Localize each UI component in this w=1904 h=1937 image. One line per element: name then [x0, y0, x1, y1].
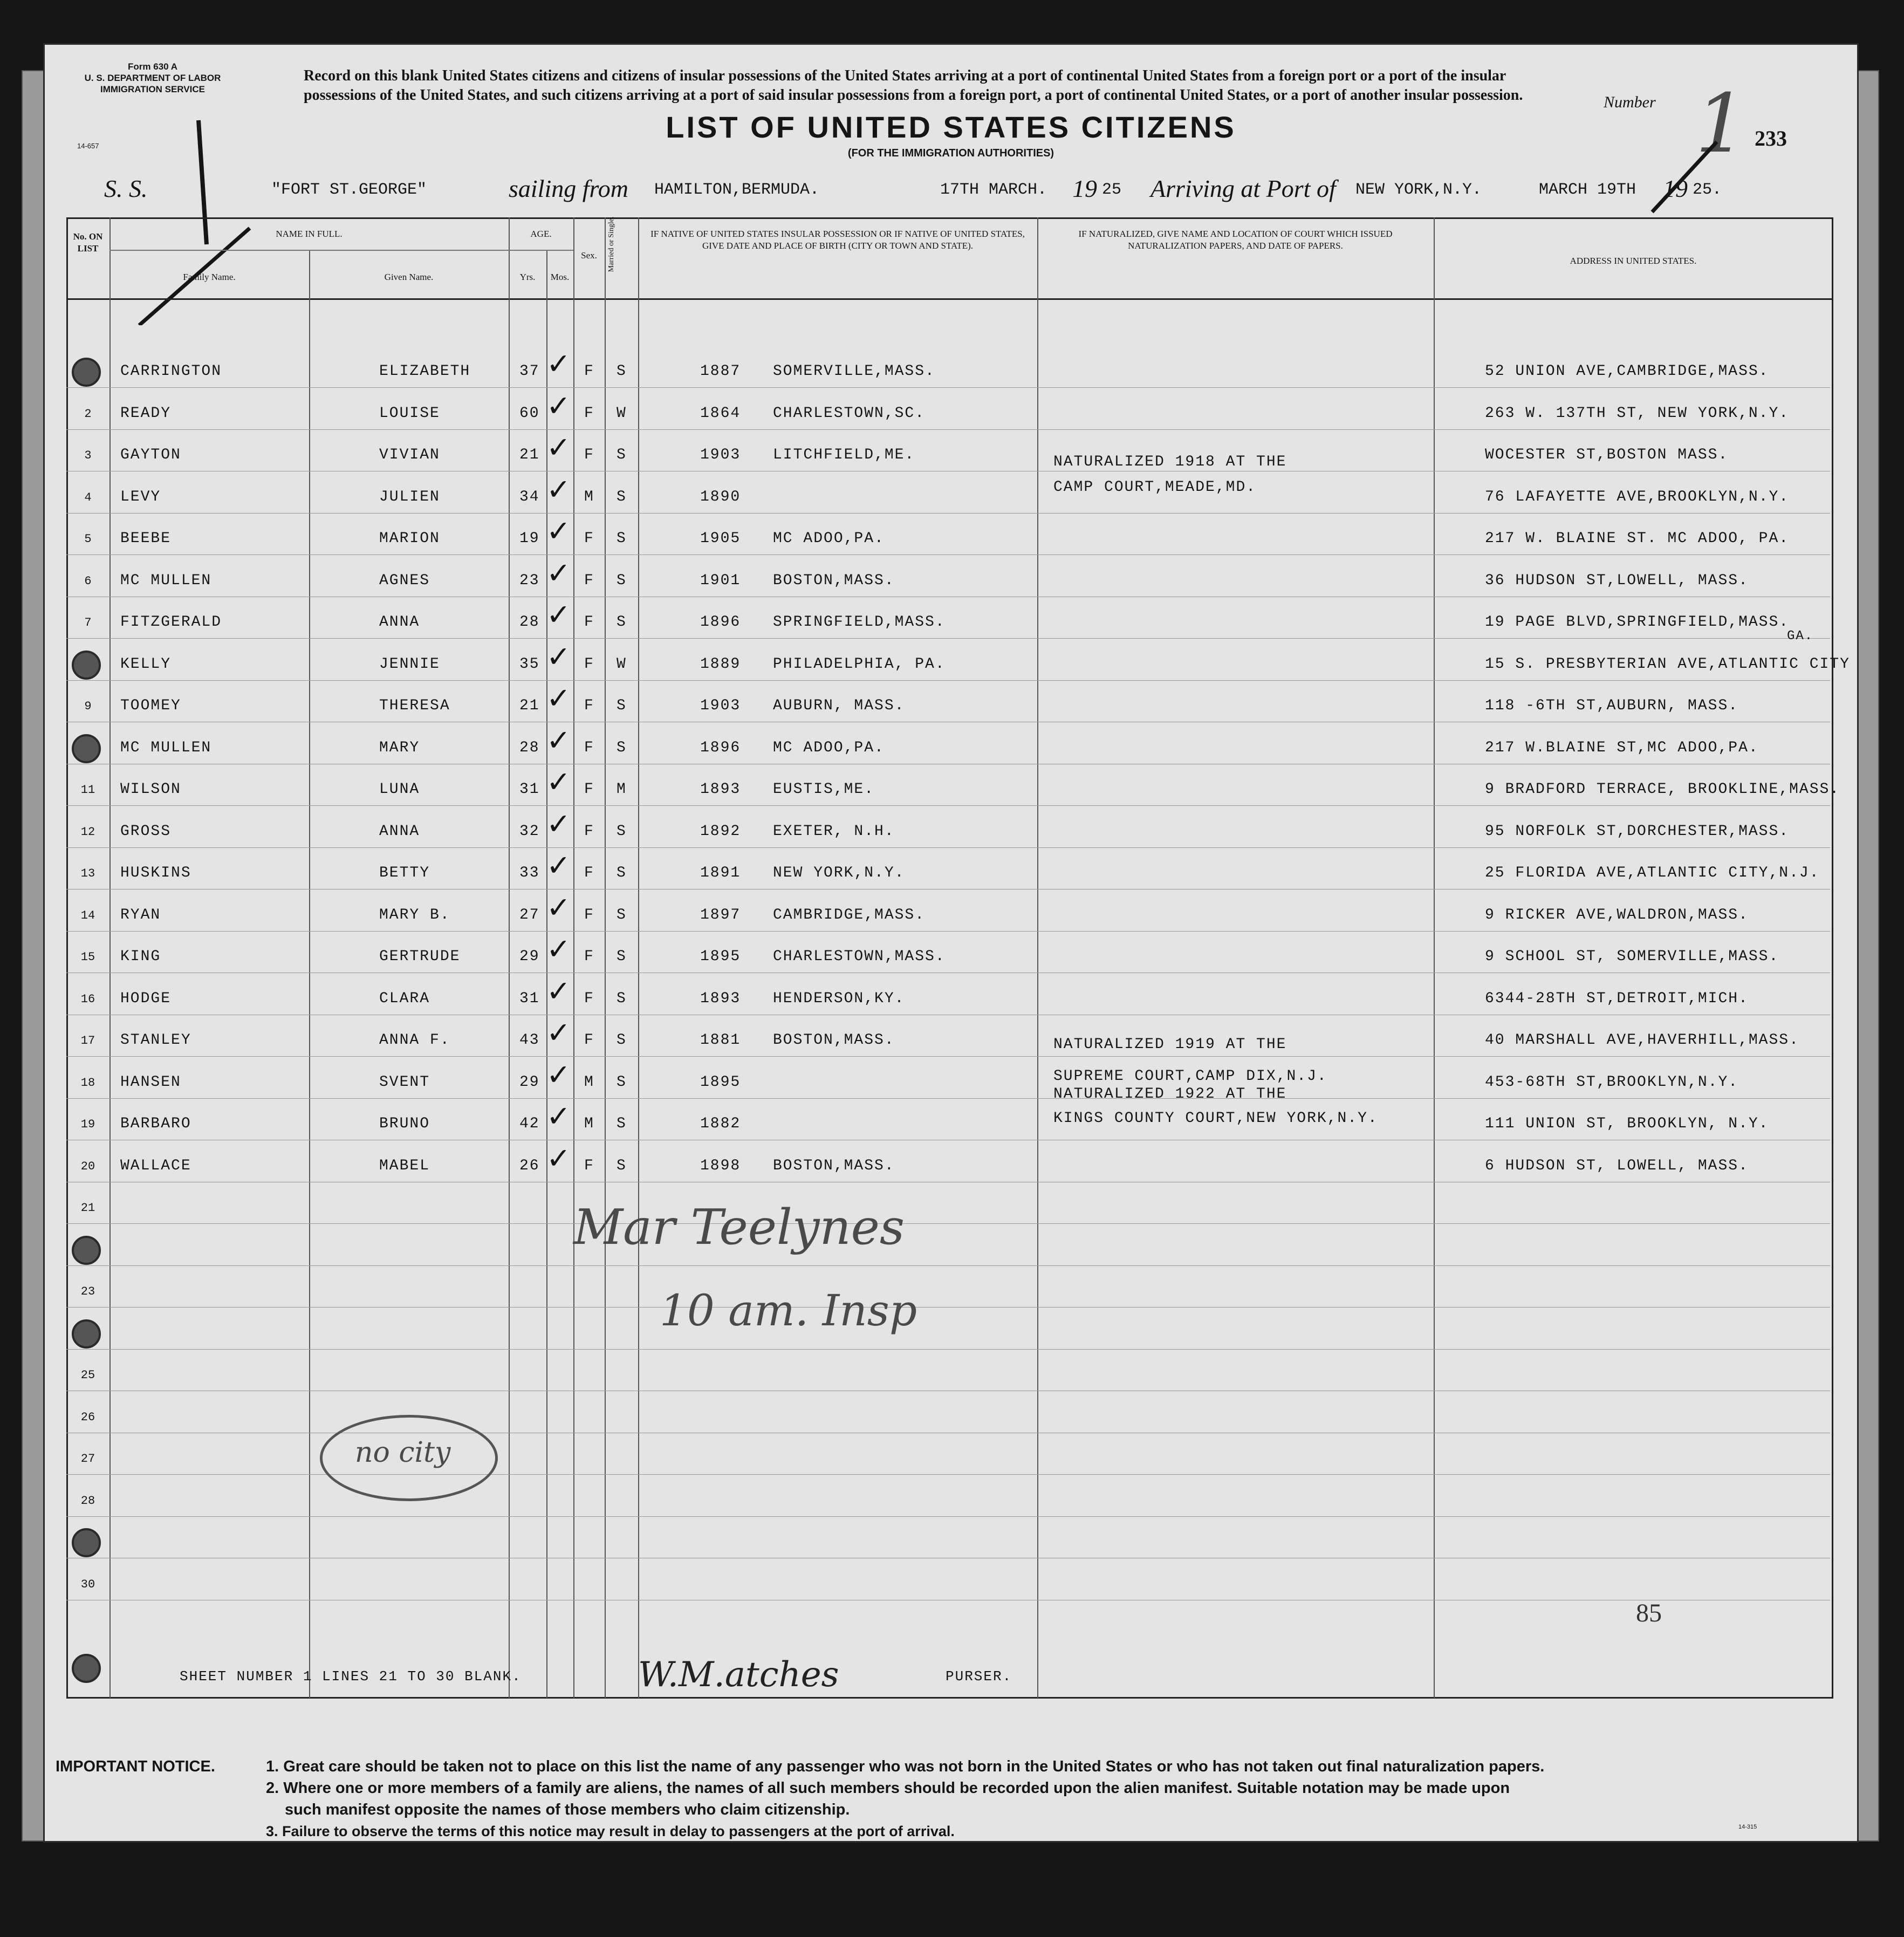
family-name: TOOMEY: [120, 697, 181, 714]
row-rule: [66, 931, 1830, 932]
row-number-blank: 21: [80, 1201, 95, 1215]
sex: F: [584, 739, 594, 756]
age-years: 27: [519, 906, 540, 923]
marital-status: S: [617, 948, 627, 965]
row-rule: [66, 680, 1830, 681]
given-name: AGNES: [379, 572, 430, 589]
inspector-signature: Mar Teelynes: [573, 1199, 905, 1256]
col-line-ms: [638, 217, 639, 1698]
marital-status: S: [617, 739, 627, 756]
header-rule: [66, 298, 1833, 300]
row-number-blank: 23: [80, 1285, 95, 1298]
birth-year: 1889: [700, 655, 741, 673]
col-married-single: Married or Single.: [607, 216, 615, 272]
address: 52 UNION AVE,CAMBRIDGE,MASS.: [1485, 363, 1769, 380]
marital-status: W: [617, 405, 627, 422]
address: 118 -6TH ST,AUBURN, MASS.: [1485, 697, 1739, 714]
marital-status: W: [617, 655, 627, 673]
marital-status: S: [617, 990, 627, 1007]
notice-item-2a: 2. Where one or more members of a family are aliens, the names of all such members should be recorded upon the alien manifest. Suitable notation may be made upon: [266, 1779, 1510, 1797]
age-years: 43: [519, 1032, 540, 1049]
address: 6 HUDSON ST, LOWELL, MASS.: [1485, 1157, 1749, 1174]
sex: M: [584, 1115, 594, 1132]
sailing-from-label: sailing from: [509, 175, 628, 202]
birth-place: BOSTON,MASS.: [773, 572, 895, 589]
row-rule: [66, 387, 1830, 388]
birth-year: 1882: [700, 1115, 741, 1132]
port-from: HAMILTON,BERMUDA.: [654, 181, 820, 199]
col-line-nat: [1434, 217, 1435, 1698]
marital-status: S: [617, 1115, 627, 1132]
service: IMMIGRATION SERVICE: [100, 84, 205, 94]
family-name: BARBARO: [120, 1115, 191, 1132]
row-number-blank: 27: [80, 1452, 95, 1466]
check-mark: ✓: [546, 681, 571, 715]
punch-hole: [72, 1528, 101, 1557]
birth-place: BOSTON,MASS.: [773, 1032, 895, 1049]
check-mark: ✓: [546, 1016, 571, 1050]
given-name: BETTY: [379, 865, 430, 881]
year-to: 25.: [1693, 181, 1722, 199]
family-name: RYAN: [120, 906, 161, 923]
age-years: 32: [519, 823, 540, 840]
check-mark: ✓: [546, 1099, 571, 1133]
address: 9 RICKER AVE,WALDRON,MASS.: [1485, 906, 1749, 923]
given-name: MARION: [379, 530, 440, 547]
check-mark: ✓: [546, 1141, 571, 1175]
ship-name: "FORT ST.GEORGE": [271, 181, 427, 199]
row-rule: [66, 805, 1830, 806]
age-years: 33: [519, 865, 540, 881]
pen-stroke-right-diag: [1652, 142, 1717, 212]
given-name: JULIEN: [379, 488, 440, 505]
check-mark: ✓: [546, 388, 571, 423]
sex: F: [584, 655, 594, 673]
birth-year: 1905: [700, 530, 741, 547]
check-mark: ✓: [546, 890, 571, 925]
row-number: 20: [80, 1159, 95, 1173]
birth-year: 1897: [700, 906, 741, 923]
given-name: MARY B.: [379, 906, 450, 923]
col-line-no: [109, 217, 111, 1698]
check-mark: ✓: [546, 514, 571, 548]
sex: F: [584, 697, 594, 714]
given-name: VIVIAN: [379, 447, 440, 463]
sex: F: [584, 906, 594, 923]
row-number: 14: [80, 908, 95, 922]
row-rule: [66, 1223, 1830, 1224]
birth-year: 1896: [700, 739, 741, 756]
col-line-sex: [605, 217, 606, 1698]
punch-hole: [72, 1236, 101, 1265]
birth-place: CHARLESTOWN,SC.: [773, 405, 926, 422]
nat-note-barbaro-1: NATURALIZED 1922 AT THE: [1053, 1086, 1287, 1103]
sex: F: [584, 1032, 594, 1049]
check-mark: ✓: [546, 347, 571, 381]
date-to: MARCH 19TH: [1539, 181, 1636, 199]
family-name: FITZGERALD: [120, 614, 222, 631]
row-number: 9: [84, 700, 92, 713]
col-family-name: Family Name.: [183, 272, 236, 282]
row-number: 6: [84, 574, 92, 588]
page-number: 233: [1755, 126, 1787, 150]
sex: F: [584, 990, 594, 1007]
marital-status: S: [617, 614, 627, 631]
birth-year: 1887: [700, 363, 741, 380]
notice-item-1: 1. Great care should be taken not to place on this list the name of any passenger who was not born in the United States or who has not taken out final naturalization papers.: [266, 1758, 1545, 1775]
birth-year: 1896: [700, 614, 741, 631]
age-years: 34: [519, 488, 540, 505]
birth-place: CAMBRIDGE,MASS.: [773, 906, 926, 923]
marital-status: S: [617, 572, 627, 589]
birth-year: 1893: [700, 990, 741, 1007]
given-name: ANNA: [379, 823, 420, 840]
family-name: HANSEN: [120, 1073, 181, 1091]
birth-place: SOMERVILLE,MASS.: [773, 363, 935, 380]
birth-year: 1893: [700, 781, 741, 798]
punch-hole: [72, 358, 101, 387]
row-rule: [66, 1516, 1830, 1517]
row-number-blank: 25: [80, 1368, 95, 1382]
family-name: WALLACE: [120, 1157, 191, 1174]
birth-place: LITCHFIELD,ME.: [773, 447, 915, 463]
row-rule: [66, 1307, 1830, 1308]
age-years: 60: [519, 405, 540, 422]
sex: F: [584, 781, 594, 798]
col-yrs: Yrs.: [519, 272, 536, 282]
row-number: 3: [84, 449, 92, 462]
birth-place: EXETER, N.H.: [773, 823, 895, 840]
address: 453-68TH ST,BROOKLYN,N.Y.: [1485, 1073, 1739, 1091]
sex: F: [584, 405, 594, 422]
address: 217 W.BLAINE ST,MC ADOO,PA.: [1485, 739, 1759, 756]
marital-status: S: [617, 488, 627, 505]
form-number: Form 630 A: [128, 61, 177, 72]
address: 9 SCHOOL ST, SOMERVILLE,MASS.: [1485, 948, 1779, 965]
age-years: 23: [519, 572, 540, 589]
instructions: Record on this blank United States citizens and citizens of insular possessions of the United States arriving at a port of continental United States from a foreign port or a port of the insular possessions of the United States, and such citizens arriving at a port of said insular possessions from a foreign port, a port of continental United States, or a port of another insular possession.: [304, 67, 1523, 104]
number-label: Number: [1604, 93, 1656, 111]
marital-status: M: [617, 781, 627, 798]
family-name: GAYTON: [120, 447, 181, 463]
row-number: 13: [80, 867, 95, 880]
address: 263 W. 137TH ST, NEW YORK,N.Y.: [1485, 405, 1790, 422]
check-mark: ✓: [546, 472, 571, 507]
address: 217 W. BLAINE ST. MC ADOO, PA.: [1485, 530, 1790, 547]
given-name: LUNA: [379, 781, 420, 798]
check-mark: ✓: [546, 556, 571, 590]
marital-status: S: [617, 447, 627, 463]
row-number: 12: [80, 825, 95, 839]
address: 15 S. PRESBYTERIAN AVE,ATLANTIC CITY: [1485, 655, 1850, 673]
birth-place: HENDERSON,KY.: [773, 990, 905, 1007]
row-rule: [66, 1098, 1830, 1099]
nat-note-barbaro-2: KINGS COUNTY COURT,NEW YORK,N.Y.: [1053, 1110, 1378, 1127]
birth-year: 1891: [700, 865, 741, 881]
age-years: 29: [519, 948, 540, 965]
col-no: No. ON LIST: [73, 231, 103, 254]
row-number-blank: 28: [80, 1494, 95, 1508]
stamp-number: 85: [1636, 1599, 1662, 1627]
birth-place: EUSTIS,ME.: [773, 781, 875, 798]
birth-year: 1901: [700, 572, 741, 589]
col-naturalized: IF NATURALIZED, GIVE NAME AND LOCATION OF COURT WHICH ISSUED NATURALIZATION PAPERS, AND DATE OF PAPERS.: [1078, 229, 1393, 251]
family-name: MC MULLEN: [120, 739, 212, 756]
col-line-mos: [573, 217, 574, 1698]
given-name: ELIZABETH: [379, 363, 471, 380]
year-prefix-to: 19: [1663, 175, 1688, 202]
check-mark: ✓: [546, 974, 571, 1008]
age-years: 42: [519, 1115, 540, 1132]
birth-place: BOSTON,MASS.: [773, 1157, 895, 1174]
sex: F: [584, 614, 594, 631]
print-code: 14-315: [1738, 1824, 1757, 1830]
manifest-page: [43, 43, 1859, 1843]
check-mark: ✓: [546, 806, 571, 841]
given-name: THERESA: [379, 697, 450, 714]
department: U. S. DEPARTMENT OF LABOR: [84, 73, 221, 83]
nat-note-hansen-2: SUPREME COURT,CAMP DIX,N.J.: [1053, 1068, 1327, 1085]
birth-place: CHARLESTOWN,MASS.: [773, 948, 946, 965]
check-mark: ✓: [546, 598, 571, 632]
notice-item-3: 3. Failure to observe the terms of this notice may result in delay to passengers at the port of arrival.: [266, 1823, 955, 1839]
name-subrule: [109, 250, 509, 251]
date-from: 17TH MARCH.: [940, 181, 1047, 199]
col-age: AGE.: [530, 229, 552, 239]
age-years: 21: [519, 447, 540, 463]
given-name: ANNA: [379, 614, 420, 631]
family-name: READY: [120, 405, 172, 422]
number-value: 1: [1695, 77, 1747, 171]
row-number-blank: 30: [80, 1577, 95, 1591]
birth-year: 1898: [700, 1157, 741, 1174]
family-name: KING: [120, 948, 161, 965]
year-from: 25: [1102, 181, 1122, 199]
row-number: 2: [84, 407, 92, 421]
given-name: JENNIE: [379, 655, 440, 673]
arriving-label: Arriving at Port of: [1150, 175, 1336, 202]
row-number: 15: [80, 950, 95, 964]
row-number: 7: [84, 616, 92, 629]
row-number: 4: [84, 490, 92, 504]
sex: F: [584, 948, 594, 965]
birth-place: SPRINGFIELD,MASS.: [773, 614, 946, 631]
marital-status: S: [617, 865, 627, 881]
family-name: HUSKINS: [120, 865, 191, 881]
ss-label: S. S.: [104, 175, 148, 202]
page-title: LIST OF UNITED STATES CITIZENS: [666, 110, 1236, 144]
marital-status: S: [617, 363, 627, 380]
age-subrule: [509, 250, 573, 251]
year-prefix-from: 19: [1072, 175, 1097, 202]
birth-place: NEW YORK,N.Y.: [773, 865, 905, 881]
age-years: 21: [519, 697, 540, 714]
col-line-family: [309, 250, 310, 1698]
punch-hole: [72, 1654, 101, 1683]
marital-status: S: [617, 1073, 627, 1091]
col-name-in-full: NAME IN FULL.: [276, 229, 343, 239]
row-rule: [66, 638, 1830, 639]
sex: F: [584, 447, 594, 463]
form-code: 14-657: [77, 142, 99, 150]
address: 76 LAFAYETTE AVE,BROOKLYN,N.Y.: [1485, 488, 1790, 505]
given-name: MARY: [379, 739, 420, 756]
family-name: HODGE: [120, 990, 172, 1007]
given-name: SVENT: [379, 1073, 430, 1091]
row-rule: [66, 429, 1830, 430]
birth-place: MC ADOO,PA.: [773, 739, 885, 756]
address: 111 UNION ST, BROOKLYN, N.Y.: [1485, 1115, 1769, 1132]
family-name: BEEBE: [120, 530, 172, 547]
row-rule: [66, 1056, 1830, 1057]
row-rule: [66, 1265, 1830, 1266]
sex: M: [584, 1073, 594, 1091]
marital-status: S: [617, 823, 627, 840]
address: 36 HUDSON ST,LOWELL, MASS.: [1485, 572, 1749, 589]
row-rule: [66, 1349, 1830, 1350]
family-name: GROSS: [120, 823, 172, 840]
row-number-blank: 26: [80, 1410, 95, 1424]
row-number: 18: [80, 1076, 95, 1090]
row-number: 5: [84, 532, 92, 546]
col-line-given: [509, 217, 510, 1698]
row-rule: [66, 847, 1830, 848]
notice-label: IMPORTANT NOTICE.: [56, 1758, 215, 1775]
given-name: GERTRUDE: [379, 948, 461, 965]
given-name: MABEL: [379, 1157, 430, 1174]
family-name: STANLEY: [120, 1032, 191, 1049]
col-address: ADDRESS IN UNITED STATES.: [1570, 256, 1697, 266]
col-line-native: [1037, 217, 1038, 1698]
col-mos: Mos.: [550, 272, 570, 282]
marital-status: S: [617, 1032, 627, 1049]
given-name: ANNA F.: [379, 1032, 450, 1049]
punch-hole: [72, 1319, 101, 1349]
age-years: 31: [519, 781, 540, 798]
birth-place: AUBURN, MASS.: [773, 697, 905, 714]
sex: F: [584, 530, 594, 547]
notice-item-2b: such manifest opposite the names of those members who claim citizenship.: [285, 1801, 850, 1818]
address: WOCESTER ST,BOSTON MASS.: [1485, 447, 1729, 463]
row-rule: [66, 513, 1830, 514]
birth-place: MC ADOO,PA.: [773, 530, 885, 547]
birth-year: 1903: [700, 697, 741, 714]
col-native: IF NATIVE OF UNITED STATES INSULAR POSSESSION OR IF NATIVE OF UNITED STATES, GIVE DATE AND PLACE OF BIRTH (CITY OR TOWN AND STATE).: [650, 229, 1025, 251]
check-mark: ✓: [546, 848, 571, 882]
address: 9 BRADFORD TERRACE, BROOKLINE,MASS.: [1485, 781, 1840, 798]
marital-status: S: [617, 1157, 627, 1174]
age-years: 19: [519, 530, 540, 547]
purser-label: PURSER.: [946, 1668, 1012, 1685]
check-mark: ✓: [546, 1057, 571, 1092]
punch-hole: [72, 651, 101, 680]
sex: F: [584, 865, 594, 881]
given-name: LOUISE: [379, 405, 440, 422]
inspector-time: 10 am. Insp: [660, 1285, 917, 1336]
check-mark: ✓: [546, 639, 571, 674]
check-mark: ✓: [546, 430, 571, 464]
check-mark: ✓: [546, 765, 571, 799]
given-name: CLARA: [379, 990, 430, 1007]
marital-status: S: [617, 530, 627, 547]
birth-year: 1881: [700, 1032, 741, 1049]
family-name: WILSON: [120, 781, 181, 798]
nat-note-hansen-1: NATURALIZED 1919 AT THE: [1053, 1036, 1287, 1053]
circled-note-text: no city: [355, 1436, 451, 1469]
birth-year: 1903: [700, 447, 741, 463]
birth-year: 1864: [700, 405, 741, 422]
sex: F: [584, 823, 594, 840]
check-mark: ✓: [546, 723, 571, 757]
birth-year: 1895: [700, 948, 741, 965]
birth-year: 1890: [700, 488, 741, 505]
sex: F: [584, 1157, 594, 1174]
age-years: 28: [519, 614, 540, 631]
age-years: 31: [519, 990, 540, 1007]
age-years: 29: [519, 1073, 540, 1091]
given-name: BRUNO: [379, 1115, 430, 1132]
sex: M: [584, 488, 594, 505]
nat-note-levy-1: NATURALIZED 1918 AT THE: [1053, 454, 1287, 470]
check-mark: ✓: [546, 932, 571, 966]
sheet-line: SHEET NUMBER 1 LINES 21 TO 30 BLANK.: [180, 1668, 522, 1685]
page-subtitle: (FOR THE IMMIGRATION AUTHORITIES): [847, 147, 1054, 159]
col-sex: Sex.: [581, 250, 597, 261]
sex: F: [584, 572, 594, 589]
address: 25 FLORIDA AVE,ATLANTIC CITY,N.J.: [1485, 865, 1820, 881]
marital-status: S: [617, 906, 627, 923]
address: 40 MARSHALL AVE,HAVERHILL,MASS.: [1485, 1032, 1799, 1049]
col-given-name: Given Name.: [384, 272, 434, 282]
row-number: 16: [80, 992, 95, 1006]
age-years: 26: [519, 1157, 540, 1174]
age-years: 37: [519, 363, 540, 380]
nat-note-levy-2: CAMP COURT,MEADE,MD.: [1053, 479, 1257, 496]
purser-signature: W.M.atches: [638, 1655, 839, 1695]
marital-status: S: [617, 697, 627, 714]
punch-hole: [72, 734, 101, 763]
row-number: 11: [80, 783, 95, 797]
row-number: 19: [80, 1118, 95, 1131]
address: 19 PAGE BLVD,SPRINGFIELD,MASS.: [1485, 614, 1790, 631]
birth-year: 1892: [700, 823, 741, 840]
address-extra: GA.: [1787, 629, 1814, 644]
birth-place: PHILADELPHIA, PA.: [773, 655, 946, 673]
address: 6344-28TH ST,DETROIT,MICH.: [1485, 990, 1749, 1007]
row-number: 17: [80, 1034, 95, 1048]
age-years: 35: [519, 655, 540, 673]
family-name: LEVY: [120, 488, 161, 505]
family-name: CARRINGTON: [120, 363, 222, 380]
sex: F: [584, 363, 594, 380]
age-years: 28: [519, 739, 540, 756]
family-name: MC MULLEN: [120, 572, 212, 589]
address: 95 NORFOLK ST,DORCHESTER,MASS.: [1485, 823, 1790, 840]
birth-year: 1895: [700, 1073, 741, 1091]
family-name: KELLY: [120, 655, 172, 673]
port-to: NEW YORK,N.Y.: [1355, 181, 1482, 199]
